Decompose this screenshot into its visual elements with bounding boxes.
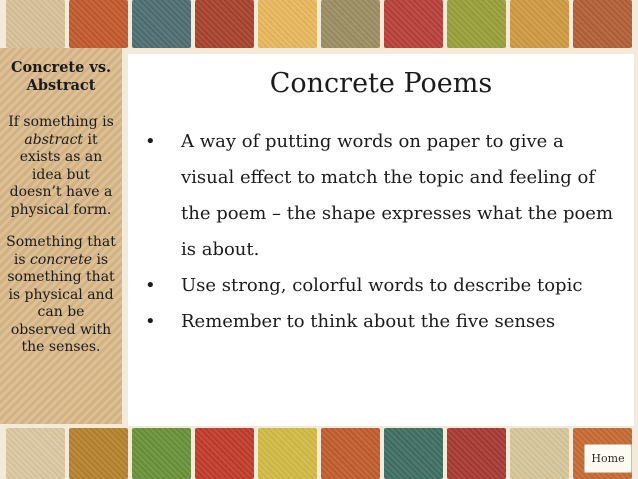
paper-swatch	[258, 428, 317, 479]
bullet-item	[128, 124, 634, 268]
paper-swatch	[195, 428, 254, 479]
paper-swatch	[132, 428, 191, 479]
abstract-text-start: If something is	[8, 114, 114, 130]
paper-swatch	[447, 428, 506, 479]
bullet-list	[128, 124, 634, 340]
bullet-icon: •	[145, 131, 156, 152]
paper-swatch	[6, 428, 65, 479]
bullet-item	[128, 268, 634, 304]
paper-swatch	[573, 0, 632, 48]
bullet-text: Use strong, colorful words to describe topic	[181, 275, 583, 296]
decorative-paper-strip-bottom	[0, 428, 638, 479]
abstract-text-end: it exists as an idea but doesn’t have a physical form.	[9, 131, 113, 218]
paper-swatch	[384, 0, 443, 48]
paper-swatch	[69, 0, 128, 48]
sidebar-panel	[0, 48, 122, 424]
sidebar-abstract-definition	[0, 114, 122, 219]
sidebar-concrete-definition	[0, 234, 122, 357]
page-title: Concrete Poems	[269, 68, 493, 99]
paper-swatch	[69, 428, 128, 479]
decorative-paper-strip-top	[0, 0, 638, 48]
bullet-icon: •	[145, 311, 156, 332]
concrete-text-start: Something that is	[6, 234, 116, 268]
sidebar-title: Concrete vs. Abstract	[10, 59, 112, 94]
paper-swatch	[258, 0, 317, 48]
paper-swatch	[321, 0, 380, 48]
bullet-text: Remember to think about the five senses	[181, 311, 556, 332]
paper-swatch	[132, 0, 191, 48]
paper-swatch	[6, 0, 65, 48]
main-content-panel	[128, 54, 634, 426]
paper-swatch	[510, 428, 569, 479]
home-button[interactable]: Home	[584, 444, 632, 473]
bullet-icon: •	[145, 275, 156, 296]
bullet-item	[128, 304, 634, 340]
paper-swatch	[447, 0, 506, 48]
paper-swatch	[510, 0, 569, 48]
concrete-text-end: is something that is physical and can be observed with the senses.	[7, 251, 115, 355]
paper-swatch	[195, 0, 254, 48]
paper-swatch	[384, 428, 443, 479]
abstract-term: abstract	[24, 131, 84, 148]
bullet-text: A way of putting words on paper to give a visual effect to match the topic and feeling of the poem – the shape expresses what the poem is about.	[181, 131, 614, 260]
concrete-term: concrete	[29, 251, 92, 268]
paper-swatch	[321, 428, 380, 479]
